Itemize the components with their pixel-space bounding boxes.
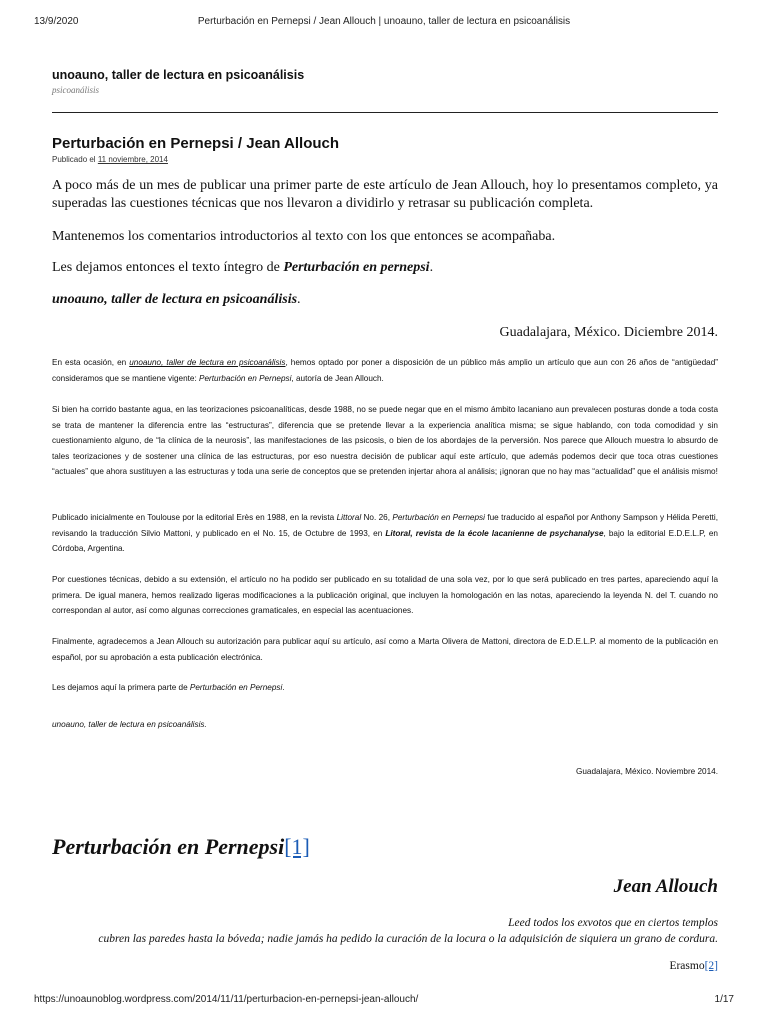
body-p3-journal: Littoral: [336, 513, 362, 522]
print-date: 13/9/2020: [34, 16, 79, 27]
intro-paragraph-3: [52, 259, 718, 277]
body-paragraph-3: [52, 510, 718, 557]
print-footer: [34, 994, 734, 1008]
print-page-number: 1/17: [714, 994, 734, 1005]
print-title: Perturbación en Pernepsi / Jean Allouch | unoauno, taller de lectura en psicoanálisis: [197, 16, 571, 27]
published-label: Publicado el: [52, 155, 96, 164]
post-title[interactable]: Perturbación en Pernepsi / Jean Allouch: [52, 135, 340, 152]
body-p6-a: Les dejamos aquí la primera parte de: [52, 683, 190, 692]
intro-p3-title: Perturbación en pernepsi: [283, 260, 430, 275]
intro-paragraph-2: Mantenemos los comentarios introductorios al texto con los que entonces se acompañaba.: [52, 229, 556, 244]
body-paragraph-5: Finalmente, agradecemos a Jean Allouch su autorización para publicar aquí su artículo, así como a Marta Olivera de Mattoni, directora de E.D.E.L.P. al momento de la publicación en español, por su aprobación a esta publicación electrónica.: [52, 637, 718, 662]
footnote-2-link[interactable]: [2]: [704, 960, 718, 972]
published-date-link[interactable]: 11 noviembre, 2014: [97, 155, 168, 164]
intro-place-date: Guadalajara, México. Diciembre 2014.: [499, 325, 718, 340]
epigraph-line-1: Leed todos los exvotos que en ciertos templos: [508, 917, 718, 929]
body-p3-c: No. 26,: [361, 513, 393, 522]
body-place-date: Guadalajara, México. Noviembre 2014.: [576, 767, 718, 776]
epigraph-attribution: [669, 960, 718, 972]
body-paragraph-6: [52, 680, 718, 696]
body-p1-title: Perturbación en Pernepsi: [199, 373, 292, 383]
print-header: [34, 16, 734, 30]
body-p3-journal-es: Litoral, revista de la école lacanienne de psychanalyse: [385, 528, 604, 538]
intro-signature-suffix: .: [297, 292, 301, 307]
epigraph-line-2: cubren las paredes hasta la bóveda; nadie jamás ha pedido la curación de la locura o la adquisición de siquiera un grano de cordura.: [98, 933, 718, 945]
body-p1-blog-name: unoauno, taller de lectura en psicoanálisis: [129, 358, 286, 367]
print-url: https://unoaunoblog.wordpress.com/2014/11/11/perturbacion-en-pernepsi-jean-allouch/: [34, 994, 419, 1005]
body-p6-c: .: [282, 683, 285, 692]
article-author: Jean Allouch: [613, 876, 718, 897]
body-p1-e: , autoría de Jean Allouch.: [291, 373, 384, 383]
epigraph-author: Erasmo: [669, 960, 705, 972]
site-title[interactable]: unoauno, taller de lectura en psicoanálisis: [52, 68, 305, 82]
body-p3-a: Publicado inicialmente en Toulouse por la editorial Erès en 1988, en la revista: [52, 513, 337, 522]
body-paragraph-4: Por cuestiones técnicas, debido a su extensión, el artículo no ha podido ser publicado en su totalidad de una sola vez, por lo que será publicado en tres partes, apareciendo aquí la primera. De igual manera, hemos realizado ligeras modificaciones a la publicación original, que incluyen la homologación en las notas, apareciendo la leyenda N. del T. cuando no correspondan al autor, así como algunas correcciones gramaticales, en especial las acentuaciones.: [52, 575, 718, 615]
intro-p3-suffix: .: [429, 260, 434, 275]
body-paragraph-1: [52, 355, 718, 386]
post-meta: [52, 155, 168, 164]
site-tagline: psicoanálisis: [52, 85, 100, 95]
body-p3-e: fue traducido al español por Anthony Sampson y Hélida Peretti, revisando la traducción Silvio Mattoni, y publicado en el No. 15, de Octubre de 1993, en: [52, 513, 718, 538]
body-p3-g: , bajo la editorial E.D.E.L.P, en Córdoba, Argentina.: [52, 528, 718, 553]
intro-signature-text: unoauno, taller de lectura en psicoanálisis: [52, 292, 298, 307]
intro-signature: [52, 291, 718, 309]
body-p1-c: , hemos optado por poner a disposición de un público más amplio un artículo que aun con 26 años de “antigüedad” consideramos que se mantiene vigente:: [52, 358, 718, 383]
body-p6-title: Perturbación en Pernepsi: [189, 683, 283, 692]
body-paragraph-2: Si bien ha corrido bastante agua, en las teorizaciones psicoanalíticas, desde 1988, no se puede negar que en el mismo ámbito lacaniano aun prevalecen posturas donde a toda costa se trata de mantener la diferencia entre las “estructuras”, diferencia que se pretende llevar a la experiencia analítica misma; se sigue hablando, con toda comodidad y sin cuestionamiento alguno, de “la clínica de la neurosis”, las manifestaciones de las psicosis, o bien de los abordajes de la perversión. Nos parece que Allouch muestra lo absurdo de tales teorizaciones y de sostener una clínica de las estructuras, por eso nuestra decisión de publicar aquí este artículo, que además podemos decir que toca otras cuestiones “actuales” que ahora sustituyen a las estructuras y toda una serie de conceptos que se pretenden injertar ahora al análisis; ¡ignoran que no hay mas “actualidad” que el análisis mismo!: [52, 405, 718, 476]
body-p1-a: En esta ocasión, en: [52, 358, 130, 367]
body-signature: unoauno, taller de lectura en psicoanálisis.: [52, 720, 207, 729]
footnote-1-link[interactable]: [1]: [284, 834, 310, 859]
article-title-text: Perturbación en Pernepsi: [52, 834, 285, 859]
body-p3-title: Perturbación en Pernepsi: [392, 513, 485, 522]
article-title: [52, 834, 310, 860]
intro-paragraph-1: A poco más de un mes de publicar una primer parte de este artículo de Jean Allouch, hoy lo presentamos completo, ya superadas las cuestiones técnicas que nos llevaron a dividirlo y retrasar su publicación completa.: [52, 178, 718, 211]
header-divider: [52, 112, 718, 113]
intro-p3-text: Les dejamos entonces el texto íntegro de: [52, 260, 284, 275]
